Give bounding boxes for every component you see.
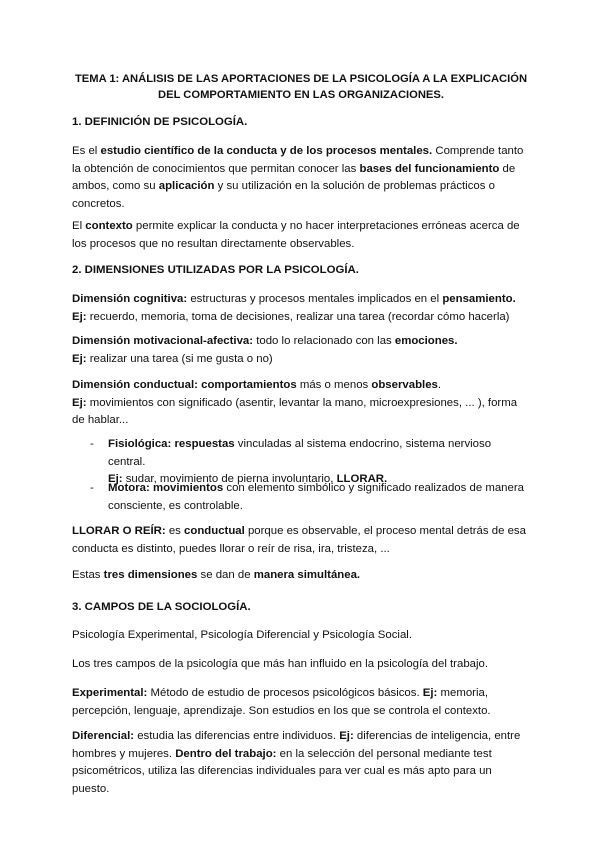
fields-influence-paragraph: Los tres campos de la psicología que más han influido en la psicología del trabajo.: [72, 658, 489, 670]
cognitive-dimension: Dimensión cognitiva: estructuras y procesos mentales implicados en el pensamiento. Ej: recuerdo, memoria, toma de decisiones, realizar una tarea (recordar cómo hacerla): [72, 293, 516, 323]
behavioral-dimension: Dimensión conductual: comportamientos más o menos observables. Ej: movimientos con significado (asentir, levantar la mano, microexpresiones, ... ), forma de hablar...: [72, 379, 518, 426]
differential-paragraph: Diferencial: estudia las diferencias entre individuos. Ej: diferencias de inteligencia, entre hombres y mujeres. Dentro del trabajo: en la selección del personal mediante test psicométricos, utiliza las diferencias individuales para ver cual es más apto para un puesto.: [72, 730, 521, 795]
section-3-heading: 3. CAMPOS DE LA SOCIOLOGÍA.: [72, 601, 251, 613]
section-1-heading: 1. DEFINICIÓN DE PSICOLOGÍA.: [72, 116, 248, 128]
list-item-motor: - Motora: movimientos con elemento simbólico y significado realizados de manera consciente, es controlable.: [90, 482, 524, 512]
title-line-1: TEMA 1: ANÁLISIS DE LAS APORTACIONES DE LA PSICOLOGÍA A LA EXPLICACIÓN: [74, 73, 528, 85]
list-item-physiological: - Fisiológica: respuestas vinculadas al sistema endocrino, sistema nervioso central. Ej: sudar, movimiento de pierna involuntario, LLORAR.: [90, 438, 492, 485]
experimental-paragraph: Experimental: Método de estudio de procesos psicológicos básicos. Ej: memoria, percepción, lenguaje, aprendizaje. Son estudios en los que se controla el contexto.: [72, 687, 491, 717]
definition-paragraph: Es el estudio científico de la conducta y de los procesos mentales. Comprende tanto la obtención de conocimientos que permitan conocer las bases del funcionamiento de ambos, como su aplicación y su utilización en la solución de problemas prácticos o concretos.: [72, 145, 524, 210]
context-paragraph: El contexto permite explicar la conducta y no hacer interpretaciones erróneas acerca de los procesos que no resultan directamente observables.: [72, 220, 520, 250]
cry-laugh-paragraph: LLORAR O REÍR: es conductual porque es observable, el proceso mental detrás de esa conducta es distinto, puedes llorar o reír de risa, ira, tristeza, ...: [72, 525, 526, 555]
motivational-dimension: Dimensión motivacional-afectiva: todo lo relacionado con las emociones. Ej: realizar una tarea (si me gusta o no): [72, 335, 458, 365]
simultaneous-paragraph: Estas tres dimensiones se dan de manera simultánea.: [72, 569, 361, 581]
section-2-heading: 2. DIMENSIONES UTILIZADAS POR LA PSICOLOGÍA.: [72, 264, 359, 276]
list-bullet: -: [90, 438, 94, 450]
list-bullet: -: [90, 482, 94, 494]
document-title: [72, 71, 530, 103]
fields-list-paragraph: Psicología Experimental, Psicología Diferencial y Psicología Social.: [72, 629, 412, 641]
title-line-2: DEL COMPORTAMIENTO EN LAS ORGANIZACIONES.: [158, 89, 444, 101]
